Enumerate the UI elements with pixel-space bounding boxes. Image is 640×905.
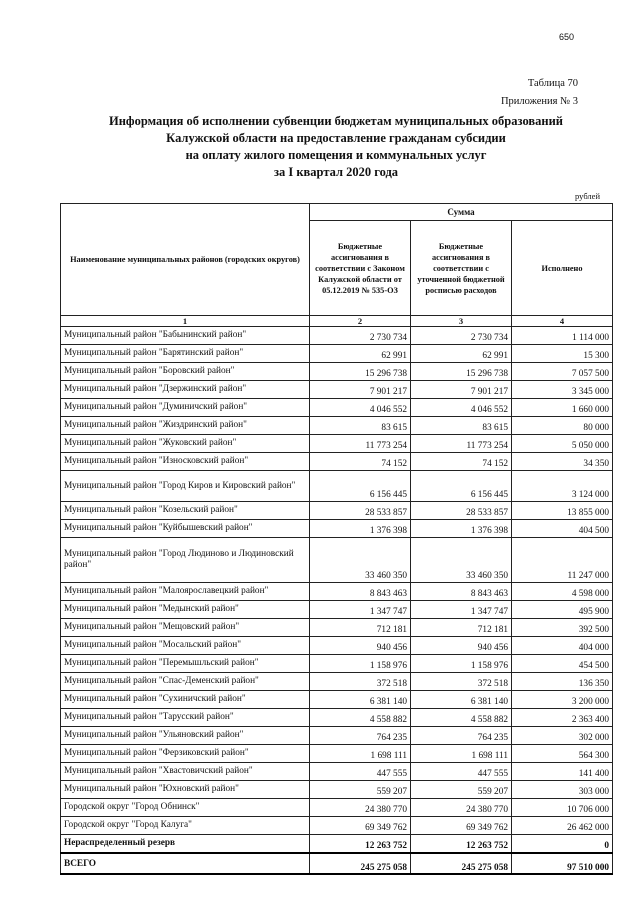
table-row <box>61 799 613 817</box>
table-body <box>61 327 613 875</box>
row-name: Муниципальный район "Город Людиново и Людиновский район" <box>61 538 310 583</box>
table-row <box>61 345 613 363</box>
row-name: Муниципальный район "Куйбышевский район" <box>61 520 310 538</box>
row-law-value: 62 991 <box>310 345 411 363</box>
row-name: Муниципальный район "Боровский район" <box>61 363 310 381</box>
row-revised-value: 4 558 882 <box>411 709 512 727</box>
total-revised-value: 245 275 058 <box>411 853 512 874</box>
table-row <box>61 520 613 538</box>
table-row <box>61 835 613 854</box>
row-revised-value: 1 347 747 <box>411 601 512 619</box>
row-revised-value: 372 518 <box>411 673 512 691</box>
row-name: Муниципальный район "Город Киров и Кировский район" <box>61 471 310 502</box>
subvention-table <box>60 203 613 875</box>
row-name: Муниципальный район "Малоярославецкий район" <box>61 583 310 601</box>
row-revised-value: 1 376 398 <box>411 520 512 538</box>
row-law-value: 74 152 <box>310 453 411 471</box>
row-law-value: 24 380 770 <box>310 799 411 817</box>
row-revised-value: 83 615 <box>411 417 512 435</box>
row-law-value: 1 347 747 <box>310 601 411 619</box>
row-law-value: 1 158 976 <box>310 655 411 673</box>
row-executed-value: 26 462 000 <box>512 817 613 835</box>
row-name: Муниципальный район "Мещовский район" <box>61 619 310 637</box>
row-name: Городской округ "Город Калуга" <box>61 817 310 835</box>
column-number: 4 <box>512 316 613 327</box>
row-name: Муниципальный район "Износковский район" <box>61 453 310 471</box>
row-executed-value: 13 855 000 <box>512 502 613 520</box>
header-law-allocations: Бюджетные ассигнования в соответствии с Законом Калужской области от 05.12.2019 № 535-ОЗ <box>310 221 411 316</box>
row-name: Муниципальный район "Барятинский район" <box>61 345 310 363</box>
row-law-value: 83 615 <box>310 417 411 435</box>
row-law-value: 4 046 552 <box>310 399 411 417</box>
row-executed-value: 3 200 000 <box>512 691 613 709</box>
row-executed-value: 495 900 <box>512 601 613 619</box>
row-law-value: 11 773 254 <box>310 435 411 453</box>
row-revised-value: 2 730 734 <box>411 327 512 345</box>
row-executed-value: 80 000 <box>512 417 613 435</box>
row-revised-value: 4 046 552 <box>411 399 512 417</box>
row-revised-value: 74 152 <box>411 453 512 471</box>
total-label: ВСЕГО <box>61 853 310 874</box>
row-executed-value: 141 400 <box>512 763 613 781</box>
header-revised-allocations: Бюджетные ассигнования в соответствии с уточненной бюджетной росписью расходов <box>411 221 512 316</box>
table-row <box>61 601 613 619</box>
title-line: за I квартал 2020 года <box>273 165 399 179</box>
header-name-column: Наименование муниципальных районов (городских округов) <box>61 204 310 316</box>
row-law-value: 940 456 <box>310 637 411 655</box>
row-executed-value: 5 050 000 <box>512 435 613 453</box>
row-name: Муниципальный район "Юхновский район" <box>61 781 310 799</box>
table-label: Таблица 70 <box>527 78 578 89</box>
table-row <box>61 381 613 399</box>
row-name: Муниципальный район "Медынский район" <box>61 601 310 619</box>
row-law-value: 69 349 762 <box>310 817 411 835</box>
row-executed-value: 136 350 <box>512 673 613 691</box>
row-name: Муниципальный район "Спас-Деменский район" <box>61 673 310 691</box>
row-law-value: 33 460 350 <box>310 538 411 583</box>
row-law-value: 372 518 <box>310 673 411 691</box>
document-title <box>60 113 612 181</box>
page-number: 650 <box>559 32 575 42</box>
row-revised-value: 28 533 857 <box>411 502 512 520</box>
header-executed: Исполнено <box>512 221 613 316</box>
row-name: Городской округ "Город Обнинск" <box>61 799 310 817</box>
title-line: на оплату жилого помещения и коммунальных услуг <box>185 148 487 162</box>
row-executed-value: 404 000 <box>512 637 613 655</box>
column-number: 3 <box>411 316 512 327</box>
header-sum-group: Сумма <box>310 204 613 221</box>
title-line: Калужской области на предоставление гражданам субсидии <box>166 131 506 145</box>
row-name: Муниципальный район "Сухиничский район" <box>61 691 310 709</box>
table-row <box>61 619 613 637</box>
row-law-value: 4 558 882 <box>310 709 411 727</box>
row-executed-value: 10 706 000 <box>512 799 613 817</box>
row-executed-value: 15 300 <box>512 345 613 363</box>
table-row <box>61 817 613 835</box>
row-law-value: 559 207 <box>310 781 411 799</box>
row-revised-value: 11 773 254 <box>411 435 512 453</box>
row-executed-value: 392 500 <box>512 619 613 637</box>
row-law-value: 15 296 738 <box>310 363 411 381</box>
row-name: Муниципальный район "Хвастовичский район" <box>61 763 310 781</box>
row-revised-value: 6 156 445 <box>411 471 512 502</box>
row-law-value: 8 843 463 <box>310 583 411 601</box>
row-law-value: 7 901 217 <box>310 381 411 399</box>
row-law-value: 1 698 111 <box>310 745 411 763</box>
row-revised-value: 12 263 752 <box>411 835 512 854</box>
row-revised-value: 62 991 <box>411 345 512 363</box>
row-revised-value: 33 460 350 <box>411 538 512 583</box>
row-executed-value: 404 500 <box>512 520 613 538</box>
row-revised-value: 15 296 738 <box>411 363 512 381</box>
currency-note: рублей <box>575 191 600 201</box>
row-revised-value: 940 456 <box>411 637 512 655</box>
row-revised-value: 1 158 976 <box>411 655 512 673</box>
row-executed-value: 3 345 000 <box>512 381 613 399</box>
table-row <box>61 655 613 673</box>
row-name: Муниципальный район "Дзержинский район" <box>61 381 310 399</box>
row-law-value: 28 533 857 <box>310 502 411 520</box>
appendix-label: Приложения № 3 <box>500 96 578 107</box>
row-revised-value: 24 380 770 <box>411 799 512 817</box>
row-revised-value: 1 698 111 <box>411 745 512 763</box>
table-row <box>61 763 613 781</box>
total-executed-value: 97 510 000 <box>512 853 613 874</box>
row-name: Муниципальный район "Тарусский район" <box>61 709 310 727</box>
row-executed-value: 564 300 <box>512 745 613 763</box>
table-row <box>61 471 613 502</box>
table-row <box>61 502 613 520</box>
table-row <box>61 417 613 435</box>
table-row <box>61 727 613 745</box>
row-name: Муниципальный район "Жиздринский район" <box>61 417 310 435</box>
row-executed-value: 34 350 <box>512 453 613 471</box>
column-number: 1 <box>61 316 310 327</box>
table-row <box>61 399 613 417</box>
row-executed-value: 11 247 000 <box>512 538 613 583</box>
row-law-value: 1 376 398 <box>310 520 411 538</box>
row-revised-value: 559 207 <box>411 781 512 799</box>
row-name: Муниципальный район "Мосальский район" <box>61 637 310 655</box>
row-law-value: 2 730 734 <box>310 327 411 345</box>
row-name: Муниципальный район "Перемышльский район" <box>61 655 310 673</box>
row-name: Муниципальный район "Бабынинский район" <box>61 327 310 345</box>
row-revised-value: 447 555 <box>411 763 512 781</box>
table-row <box>61 363 613 381</box>
row-executed-value: 3 124 000 <box>512 471 613 502</box>
row-revised-value: 764 235 <box>411 727 512 745</box>
row-executed-value: 1 660 000 <box>512 399 613 417</box>
table-row <box>61 435 613 453</box>
table-row <box>61 709 613 727</box>
row-law-value: 12 263 752 <box>310 835 411 854</box>
row-name: Муниципальный район "Жуковский район" <box>61 435 310 453</box>
row-executed-value: 4 598 000 <box>512 583 613 601</box>
table-row <box>61 538 613 583</box>
table-row <box>61 691 613 709</box>
row-revised-value: 712 181 <box>411 619 512 637</box>
row-executed-value: 7 057 500 <box>512 363 613 381</box>
row-executed-value: 0 <box>512 835 613 854</box>
table-row <box>61 637 613 655</box>
column-number: 2 <box>310 316 411 327</box>
row-executed-value: 2 363 400 <box>512 709 613 727</box>
row-executed-value: 302 000 <box>512 727 613 745</box>
row-name: Муниципальный район "Козельский район" <box>61 502 310 520</box>
table-row <box>61 583 613 601</box>
table-row <box>61 745 613 763</box>
row-revised-value: 7 901 217 <box>411 381 512 399</box>
row-name: Муниципальный район "Ульяновский район" <box>61 727 310 745</box>
title-line: Информация об исполнении субвенции бюджетам муниципальных образований <box>109 114 563 128</box>
row-name: Муниципальный район "Думиничский район" <box>61 399 310 417</box>
row-name: Муниципальный район "Ферзиковский район" <box>61 745 310 763</box>
total-row <box>61 853 613 874</box>
row-revised-value: 69 349 762 <box>411 817 512 835</box>
row-revised-value: 8 843 463 <box>411 583 512 601</box>
row-name: Нераспределенный резерв <box>61 835 310 854</box>
row-law-value: 712 181 <box>310 619 411 637</box>
table-row <box>61 673 613 691</box>
row-law-value: 6 381 140 <box>310 691 411 709</box>
row-law-value: 764 235 <box>310 727 411 745</box>
table-row <box>61 453 613 471</box>
row-law-value: 447 555 <box>310 763 411 781</box>
total-law-value: 245 275 058 <box>310 853 411 874</box>
row-executed-value: 454 500 <box>512 655 613 673</box>
table-row <box>61 327 613 345</box>
row-executed-value: 1 114 000 <box>512 327 613 345</box>
row-revised-value: 6 381 140 <box>411 691 512 709</box>
row-law-value: 6 156 445 <box>310 471 411 502</box>
row-executed-value: 303 000 <box>512 781 613 799</box>
table-row <box>61 781 613 799</box>
